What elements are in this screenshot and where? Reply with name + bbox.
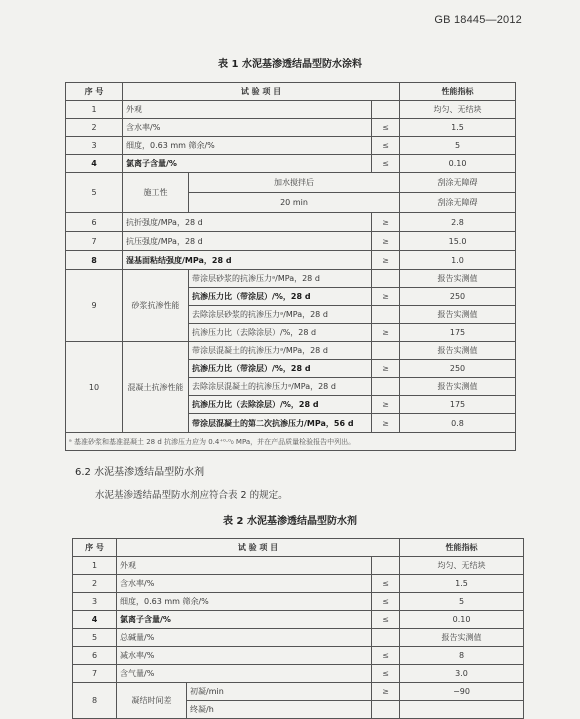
row-sign: ≥ [372, 324, 400, 342]
table-row [66, 137, 516, 155]
col-item: 试 验 项 目 [123, 83, 400, 101]
table-row [66, 119, 516, 137]
sub-item: 去除涂层混凝土的抗渗压力ᵃ/MPa，28 d [189, 378, 372, 396]
row-seq: 7 [66, 232, 123, 251]
row-sign: ≥ [372, 683, 400, 701]
row-item: 氯离子含量/% [117, 611, 372, 629]
row-item: 外观 [117, 557, 372, 575]
row-seq: 1 [73, 557, 117, 575]
row-value: 均匀、无结块 [400, 101, 516, 119]
row-seq: 2 [66, 119, 123, 137]
table-row [73, 665, 524, 683]
col-spec: 性能指标 [400, 539, 524, 557]
row-seq: 3 [73, 593, 117, 611]
row-sign: ≤ [372, 647, 400, 665]
row-value: 报告实测值 [400, 306, 516, 324]
table-row [66, 213, 516, 232]
table-row [66, 251, 516, 270]
col-item: 试 验 项 目 [117, 539, 400, 557]
row-seq: 4 [66, 155, 123, 173]
row-item: 减水率/% [117, 647, 372, 665]
row-value: 5 [400, 593, 524, 611]
row-value: 5 [400, 137, 516, 155]
row-value: 175 [400, 396, 516, 414]
row-sign [372, 629, 400, 647]
row-value: 报告实测值 [400, 629, 524, 647]
row-value: 报告实测值 [400, 342, 516, 360]
sub-item: 抗渗压力比（去除涂层）/%，28 d [189, 324, 372, 342]
col-spec: 性能指标 [400, 83, 516, 101]
row-seq: 3 [66, 137, 123, 155]
table-row [73, 557, 524, 575]
row-sign: ≤ [372, 665, 400, 683]
row-sign [372, 342, 400, 360]
row-seq: 2 [73, 575, 117, 593]
row-value: 1.5 [400, 119, 516, 137]
table-row [66, 101, 516, 119]
sub-item: 抗渗压力比（带涂层）/%，28 d [189, 288, 372, 306]
section-title: 6.2 水泥基渗透结晶型防水剂 [75, 467, 205, 478]
row-seq: 8 [66, 251, 123, 270]
row-sign: ≥ [372, 288, 400, 306]
table-row [73, 629, 524, 647]
table1-footnote: ᵃ 基准砂浆和基准混凝土 28 d 抗渗压力应为 0.4⁺⁰·⁰₀ MPa，并在产品质量检验报告中列出。 [66, 433, 516, 451]
row-sign: ≤ [372, 137, 400, 155]
row-item: 施工性 [123, 173, 189, 213]
table2-header-row [73, 539, 524, 557]
row-seq: 4 [73, 611, 117, 629]
table1 [65, 82, 516, 451]
row-sign: ≤ [372, 575, 400, 593]
sub-item: 加水搅拌后 [189, 173, 400, 193]
row-sign: ≥ [372, 213, 400, 232]
row-value: 1.0 [400, 251, 516, 270]
row-item: 细度，0.63 mm 筛余/% [123, 137, 372, 155]
standard-number: GB 18445—2012 [434, 14, 522, 26]
row-item: 抗压强度/MPa，28 d [123, 232, 372, 251]
table-row [66, 342, 516, 360]
row-value: 刮涂无障碍 [400, 193, 516, 213]
row-sign: ≥ [372, 232, 400, 251]
sub-item: 带涂层混凝土的第二次抗渗压力/MPa，56 d [189, 414, 372, 433]
table1-caption: 表 1 水泥基渗透结晶型防水涂料 [218, 59, 362, 70]
sub-item: 初凝/min [187, 683, 372, 701]
row-seq: 8 [73, 683, 117, 719]
row-seq: 7 [73, 665, 117, 683]
table1-footnote-row [66, 433, 516, 451]
table-row [66, 173, 516, 193]
table-row [73, 575, 524, 593]
table-row [66, 270, 516, 288]
row-value: 8 [400, 647, 524, 665]
row-sign: ≥ [372, 396, 400, 414]
sub-item: 带涂层混凝土的抗渗压力ᵃ/MPa，28 d [189, 342, 372, 360]
row-value: 0.10 [400, 611, 524, 629]
row-sign [372, 101, 400, 119]
row-value: 报告实测值 [400, 270, 516, 288]
sub-item: 终凝/h [187, 701, 372, 719]
row-sign: ≥ [372, 360, 400, 378]
row-sign [372, 378, 400, 396]
row-item: 含水率/% [117, 575, 372, 593]
row-sign: ≤ [372, 611, 400, 629]
row-value: 3.0 [400, 665, 524, 683]
row-item: 总碱量/% [117, 629, 372, 647]
sub-item: 20 min [189, 193, 400, 213]
row-item: 含气量/% [117, 665, 372, 683]
row-value: 报告实测值 [400, 378, 516, 396]
row-value: 刮涂无障碍 [400, 173, 516, 193]
table-row [73, 611, 524, 629]
row-value: 15.0 [400, 232, 516, 251]
row-value: 2.8 [400, 213, 516, 232]
row-value [400, 701, 524, 719]
row-item: 含水率/% [123, 119, 372, 137]
row-seq: 6 [73, 647, 117, 665]
row-value: 1.5 [400, 575, 524, 593]
row-item: 细度，0.63 mm 筛余/% [117, 593, 372, 611]
row-item: 氯离子含量/% [123, 155, 372, 173]
section-paragraph: 水泥基渗透结晶型防水剂应符合表 2 的规定。 [95, 490, 288, 501]
row-item: 凝结时间差 [117, 683, 187, 719]
row-sign: ≤ [372, 593, 400, 611]
row-sign [372, 557, 400, 575]
row-sign [372, 701, 400, 719]
row-value: 250 [400, 360, 516, 378]
row-item: 混凝土抗渗性能 [123, 342, 189, 433]
row-sign [372, 270, 400, 288]
row-sign [372, 306, 400, 324]
row-item: 抗折强度/MPa，28 d [123, 213, 372, 232]
table-row [66, 232, 516, 251]
table1-header-row [66, 83, 516, 101]
row-sign: ≤ [372, 119, 400, 137]
table-row [73, 647, 524, 665]
row-value: −90 [400, 683, 524, 701]
table-row [73, 683, 524, 701]
row-value: 均匀、无结块 [400, 557, 524, 575]
row-value: 0.10 [400, 155, 516, 173]
row-item: 湿基面粘结强度/MPa，28 d [123, 251, 372, 270]
table-row [73, 593, 524, 611]
table2 [72, 538, 524, 719]
row-seq: 9 [66, 270, 123, 342]
sub-item: 带涂层砂浆的抗渗压力ᵃ/MPa，28 d [189, 270, 372, 288]
sub-item: 抗渗压力比（带涂层）/%，28 d [189, 360, 372, 378]
row-sign: ≥ [372, 414, 400, 433]
row-seq: 10 [66, 342, 123, 433]
row-seq: 5 [66, 173, 123, 213]
row-seq: 6 [66, 213, 123, 232]
table2-caption: 表 2 水泥基渗透结晶型防水剂 [223, 516, 357, 527]
row-sign: ≥ [372, 251, 400, 270]
row-item: 砂浆抗渗性能 [123, 270, 189, 342]
sub-item: 去除涂层砂浆的抗渗压力ᵃ/MPa，28 d [189, 306, 372, 324]
row-seq: 5 [73, 629, 117, 647]
row-seq: 1 [66, 101, 123, 119]
row-item: 外观 [123, 101, 372, 119]
row-value: 0.8 [400, 414, 516, 433]
sub-item: 抗渗压力比（去除涂层）/%，28 d [189, 396, 372, 414]
row-sign: ≤ [372, 155, 400, 173]
col-seq: 序 号 [66, 83, 123, 101]
row-value: 175 [400, 324, 516, 342]
table-row [66, 155, 516, 173]
col-seq: 序 号 [73, 539, 117, 557]
row-value: 250 [400, 288, 516, 306]
